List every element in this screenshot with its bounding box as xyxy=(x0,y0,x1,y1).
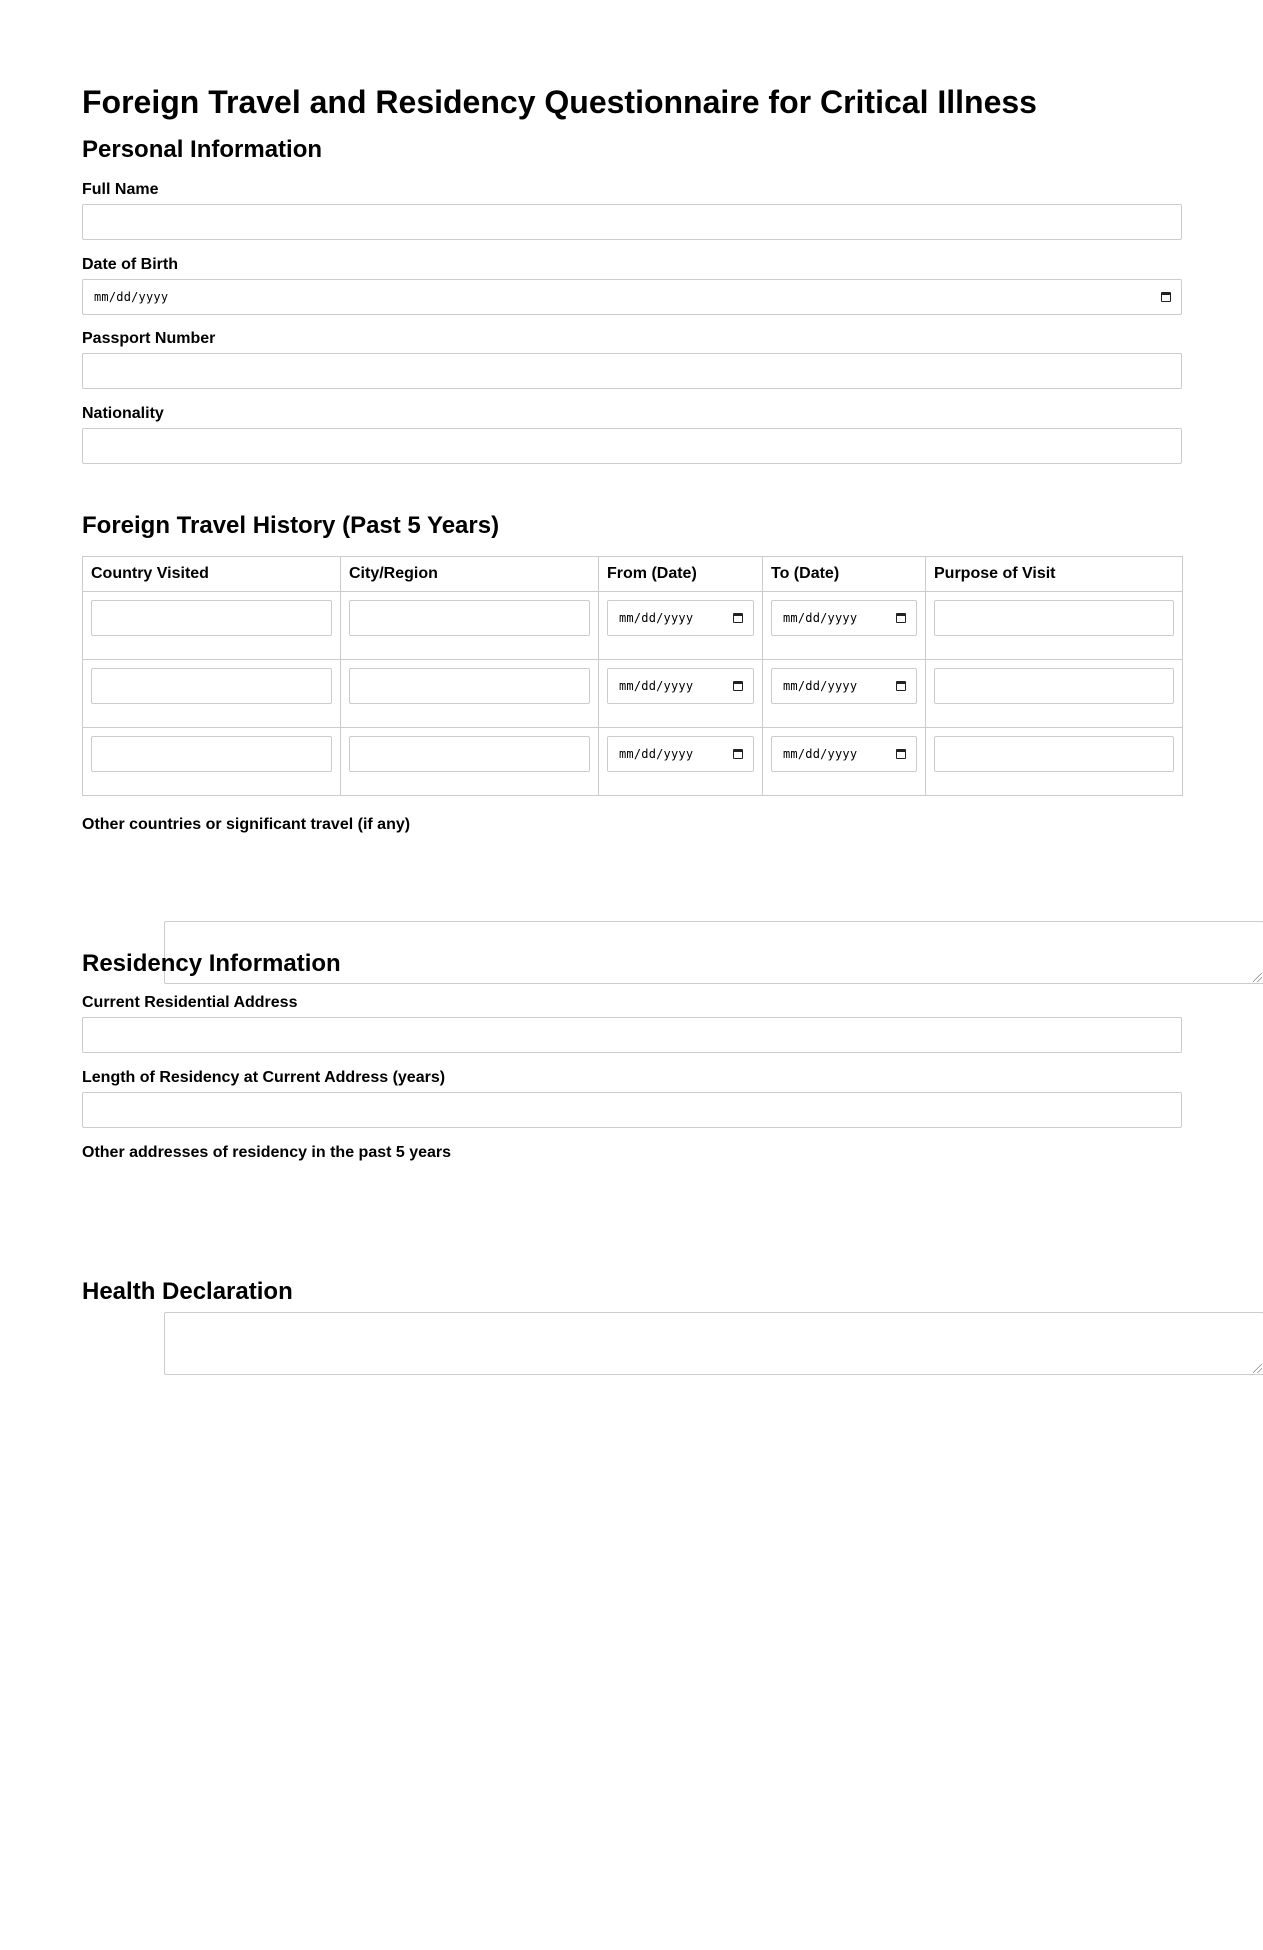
calendar-icon[interactable] xyxy=(733,613,743,623)
dob-input[interactable] xyxy=(82,279,1182,315)
table-cell xyxy=(341,592,599,660)
purpose-input[interactable] xyxy=(934,600,1174,636)
purpose-input[interactable] xyxy=(934,736,1174,772)
table-row xyxy=(83,728,1183,796)
to-date-input[interactable] xyxy=(771,668,917,704)
full-name-input[interactable] xyxy=(82,204,1182,240)
table-cell xyxy=(926,728,1183,796)
to-date-input[interactable] xyxy=(771,600,917,636)
country-input[interactable] xyxy=(91,600,332,636)
calendar-icon[interactable] xyxy=(733,681,743,691)
column-header-purpose: Purpose of Visit xyxy=(926,557,1183,592)
city-input[interactable] xyxy=(349,736,590,772)
city-input[interactable] xyxy=(349,600,590,636)
dob-label: Date of Birth xyxy=(82,256,178,273)
calendar-icon[interactable] xyxy=(896,681,906,691)
from-date-input[interactable] xyxy=(607,600,754,636)
table-cell xyxy=(763,660,926,728)
section-heading-travel: Foreign Travel History (Past 5 Years) xyxy=(82,512,500,539)
page-title: Foreign Travel and Residency Questionnaire for Critical Illness xyxy=(82,84,1037,120)
travel-history-table xyxy=(82,556,1183,796)
calendar-icon[interactable] xyxy=(896,613,906,623)
residency-length-input[interactable] xyxy=(82,1092,1182,1128)
resize-handle-icon[interactable] xyxy=(1253,973,1262,982)
date-placeholder: mm/dd/yyyy xyxy=(619,679,694,693)
date-placeholder: mm/dd/yyyy xyxy=(783,611,858,625)
table-cell xyxy=(341,728,599,796)
nationality-label: Nationality xyxy=(82,405,164,422)
other-addresses-textarea[interactable] xyxy=(164,1312,1263,1375)
table-row xyxy=(83,592,1183,660)
other-travel-label: Other countries or significant travel (if any) xyxy=(82,816,411,833)
to-date-input[interactable] xyxy=(771,736,917,772)
passport-label: Passport Number xyxy=(82,330,216,347)
date-placeholder: mm/dd/yyyy xyxy=(619,747,694,761)
country-input[interactable] xyxy=(91,736,332,772)
table-cell xyxy=(83,592,341,660)
table-cell xyxy=(763,592,926,660)
date-placeholder: mm/dd/yyyy xyxy=(619,611,694,625)
column-header-from-date: From (Date) xyxy=(599,557,763,592)
date-placeholder: mm/dd/yyyy xyxy=(783,679,858,693)
table-cell xyxy=(926,660,1183,728)
dob-placeholder: mm/dd/yyyy xyxy=(94,290,169,304)
table-cell xyxy=(83,660,341,728)
table-cell xyxy=(763,728,926,796)
passport-input[interactable] xyxy=(82,353,1182,389)
table-row xyxy=(83,660,1183,728)
column-header-city: City/Region xyxy=(341,557,599,592)
table-cell xyxy=(341,660,599,728)
nationality-input[interactable] xyxy=(82,428,1182,464)
table-cell xyxy=(926,592,1183,660)
current-address-label: Current Residential Address xyxy=(82,994,298,1011)
table-cell xyxy=(599,660,763,728)
from-date-input[interactable] xyxy=(607,668,754,704)
table-cell xyxy=(599,728,763,796)
table-header-row xyxy=(83,557,1183,592)
section-heading-health: Health Declaration xyxy=(82,1278,293,1305)
resize-handle-icon[interactable] xyxy=(1253,1364,1262,1373)
country-input[interactable] xyxy=(91,668,332,704)
other-addresses-label: Other addresses of residency in the past 5 years xyxy=(82,1144,452,1161)
current-address-input[interactable] xyxy=(82,1017,1182,1053)
section-heading-residency: Residency Information xyxy=(82,950,341,977)
city-input[interactable] xyxy=(349,668,590,704)
purpose-input[interactable] xyxy=(934,668,1174,704)
section-heading-personal: Personal Information xyxy=(82,136,323,163)
calendar-icon[interactable] xyxy=(1161,292,1171,302)
column-header-country: Country Visited xyxy=(83,557,341,592)
column-header-to-date: To (Date) xyxy=(763,557,926,592)
from-date-input[interactable] xyxy=(607,736,754,772)
date-placeholder: mm/dd/yyyy xyxy=(783,747,858,761)
residency-length-label: Length of Residency at Current Address (years) xyxy=(82,1069,446,1086)
calendar-icon[interactable] xyxy=(896,749,906,759)
calendar-icon[interactable] xyxy=(733,749,743,759)
table-cell xyxy=(599,592,763,660)
full-name-label: Full Name xyxy=(82,181,159,198)
table-cell xyxy=(83,728,341,796)
